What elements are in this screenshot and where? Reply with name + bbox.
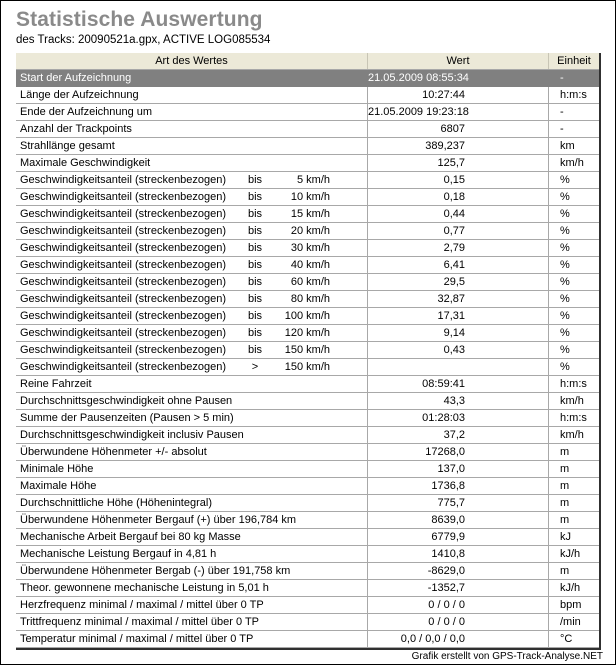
row-unit: h:m:s <box>560 89 587 101</box>
speed-operator: > <box>251 361 259 373</box>
table-row[interactable] <box>16 478 599 495</box>
speed-limit: 60 km/h <box>290 276 330 288</box>
table-row[interactable] <box>16 427 599 444</box>
row-label: Trittfrequenz minimal / maximal / mittel über 0 TP <box>16 614 368 630</box>
row-label: Summe der Pausenzeiten (Pausen > 5 min) <box>16 410 368 426</box>
table-row[interactable] <box>16 155 599 172</box>
row-label <box>16 240 368 256</box>
row-unit: - <box>560 123 564 135</box>
row-label: Strahllänge gesamt <box>16 138 368 154</box>
row-unit: m <box>560 565 570 577</box>
speed-operator: bis <box>247 242 263 254</box>
row-label <box>16 257 368 273</box>
column-header-value[interactable]: Wert <box>368 53 549 69</box>
row-value: 389,237 <box>368 138 549 154</box>
table-row[interactable] <box>16 614 599 631</box>
table-row[interactable] <box>16 631 599 648</box>
row-unit: % <box>560 361 570 373</box>
speed-limit: 120 km/h <box>284 327 330 339</box>
row-value: 17268,0 <box>368 444 549 460</box>
table-row[interactable] <box>16 257 599 274</box>
table-row[interactable] <box>16 597 599 614</box>
table-row[interactable] <box>16 291 599 308</box>
table-row[interactable] <box>16 87 599 104</box>
row-label: Mechanische Arbeit Bergauf bei 80 kg Masse <box>16 529 368 545</box>
row-value: 2,79 <box>368 240 549 256</box>
table-row[interactable] <box>16 512 599 529</box>
row-value: 1410,8 <box>368 546 549 562</box>
row-label: Durchschnittsgeschwindigkeit inclusiv Pausen <box>16 427 368 443</box>
table-row[interactable] <box>16 376 599 393</box>
credit-footer: Grafik erstellt von GPS-Track-Analyse.NET <box>411 651 603 662</box>
row-label: Maximale Geschwindigkeit <box>16 155 368 171</box>
row-label: Mechanische Leistung Bergauf in 4,81 h <box>16 546 368 562</box>
speed-operator: bis <box>247 344 263 356</box>
row-value: 8639,0 <box>368 512 549 528</box>
row-label: Theor. gewonnene mechanische Leistung in 5,01 h <box>16 580 368 596</box>
row-label <box>16 172 368 188</box>
row-label <box>16 291 368 307</box>
row-value: 137,0 <box>368 461 549 477</box>
row-value: 29,5 <box>368 274 549 290</box>
table-row[interactable] <box>16 138 599 155</box>
table-row[interactable] <box>16 308 599 325</box>
table-row[interactable] <box>16 189 599 206</box>
row-unit: % <box>560 344 570 356</box>
row-label-text: Geschwindigkeitsanteil (streckenbezogen) <box>20 191 227 203</box>
speed-operator: bis <box>247 174 263 186</box>
speed-limit: 100 km/h <box>284 310 330 322</box>
row-value: 0,77 <box>368 223 549 239</box>
row-label <box>16 359 368 375</box>
row-unit: - <box>560 72 564 84</box>
row-label: Anzahl der Trackpoints <box>16 121 368 137</box>
table-row[interactable] <box>16 240 599 257</box>
row-label <box>16 325 368 341</box>
speed-operator: bis <box>247 327 263 339</box>
table-row[interactable] <box>16 563 599 580</box>
row-unit: m <box>560 463 570 475</box>
row-value: 0 / 0 / 0 <box>368 614 549 630</box>
speed-limit: 40 km/h <box>290 259 330 271</box>
column-header-unit[interactable]: Einheit <box>557 55 591 67</box>
row-unit: km/h <box>560 157 584 169</box>
row-label-text: Geschwindigkeitsanteil (streckenbezogen) <box>20 327 227 339</box>
row-label: Reine Fahrzeit <box>16 376 368 392</box>
row-unit: % <box>560 276 570 288</box>
speed-operator: bis <box>247 208 263 220</box>
table-row[interactable] <box>16 70 599 87</box>
row-unit: bpm <box>560 599 582 611</box>
row-label-text: Geschwindigkeitsanteil (streckenbezogen) <box>20 276 227 288</box>
row-label-text: Geschwindigkeitsanteil (streckenbezogen) <box>20 344 227 356</box>
row-unit: m <box>560 480 570 492</box>
row-unit: °C <box>560 633 573 645</box>
row-label: Länge der Aufzeichnung <box>16 87 368 103</box>
row-label: Minimale Höhe <box>16 461 368 477</box>
row-value: 0,43 <box>368 342 549 358</box>
row-label-text: Geschwindigkeitsanteil (streckenbezogen) <box>20 174 227 186</box>
row-value: 1736,8 <box>368 478 549 494</box>
row-unit: - <box>560 106 564 118</box>
row-unit: m <box>560 446 570 458</box>
row-label <box>16 223 368 239</box>
row-value: 17,31 <box>368 308 549 324</box>
row-label: Durchschnittsgeschwindigkeit ohne Pausen <box>16 393 368 409</box>
row-unit: h:m:s <box>560 378 587 390</box>
row-label <box>16 189 368 205</box>
row-unit: % <box>560 225 570 237</box>
speed-operator: bis <box>247 259 263 271</box>
row-unit: kJ <box>560 531 571 543</box>
row-value: 9,14 <box>368 325 549 341</box>
row-label <box>16 342 368 358</box>
row-label-text: Geschwindigkeitsanteil (streckenbezogen) <box>20 225 227 237</box>
row-unit: % <box>560 293 570 305</box>
speed-operator: bis <box>247 310 263 322</box>
row-unit: kJ/h <box>560 548 581 560</box>
row-unit: % <box>560 327 570 339</box>
table-row[interactable] <box>16 444 599 461</box>
row-value: 08:59:41 <box>368 376 549 392</box>
table-row[interactable] <box>16 121 599 138</box>
row-label <box>16 308 368 324</box>
speed-limit: 150 km/h <box>284 361 330 373</box>
table-row[interactable] <box>16 206 599 223</box>
row-label <box>16 206 368 222</box>
row-unit: h:m:s <box>560 412 587 424</box>
row-label: Maximale Höhe <box>16 478 368 494</box>
row-value: 0,0 / 0,0 / 0,0 <box>368 631 549 647</box>
row-value: 21.05.2009 19:23:18 <box>368 104 549 120</box>
row-label: Temperatur minimal / maximal / mittel über 0 TP <box>16 631 368 647</box>
table-row[interactable] <box>16 546 599 563</box>
row-unit: m <box>560 497 570 509</box>
row-value: 43,3 <box>368 393 549 409</box>
table-row[interactable] <box>16 393 599 410</box>
row-value <box>368 359 549 375</box>
row-label: Ende der Aufzeichnung um <box>16 104 368 120</box>
row-unit: % <box>560 174 570 186</box>
row-label: Herzfrequenz minimal / maximal / mittel über 0 TP <box>16 597 368 613</box>
row-value: 21.05.2009 08:55:34 <box>368 70 549 86</box>
row-label-text: Geschwindigkeitsanteil (streckenbezogen) <box>20 208 227 220</box>
row-unit: % <box>560 310 570 322</box>
row-label: Start der Aufzeichnung <box>16 70 368 86</box>
row-value: 01:28:03 <box>368 410 549 426</box>
row-unit: kJ/h <box>560 582 581 594</box>
table-row[interactable] <box>16 342 599 359</box>
row-value: 0,44 <box>368 206 549 222</box>
row-unit: % <box>560 259 570 271</box>
row-value: -8629,0 <box>368 563 549 579</box>
row-unit: % <box>560 208 570 220</box>
row-label-text: Geschwindigkeitsanteil (streckenbezogen) <box>20 242 227 254</box>
row-label <box>16 274 368 290</box>
speed-operator: bis <box>247 276 263 288</box>
table-row[interactable] <box>16 274 599 291</box>
row-label: Überwundene Höhenmeter Bergab (-) über 191,758 km <box>16 563 368 579</box>
row-value: 6807 <box>368 121 549 137</box>
speed-operator: bis <box>247 225 263 237</box>
row-label-text: Geschwindigkeitsanteil (streckenbezogen) <box>20 310 227 322</box>
speed-limit: 15 km/h <box>290 208 330 220</box>
row-unit: km/h <box>560 395 584 407</box>
statistics-table <box>16 53 601 650</box>
speed-limit: 10 km/h <box>290 191 330 203</box>
row-value: 10:27:44 <box>368 87 549 103</box>
row-unit: % <box>560 242 570 254</box>
row-label-text: Geschwindigkeitsanteil (streckenbezogen) <box>20 259 227 271</box>
row-value: 0,15 <box>368 172 549 188</box>
speed-operator: bis <box>247 191 263 203</box>
row-value: 0,18 <box>368 189 549 205</box>
row-value: 6,41 <box>368 257 549 273</box>
table-row[interactable] <box>16 325 599 342</box>
row-label: Überwundene Höhenmeter +/- absolut <box>16 444 368 460</box>
row-value: -1352,7 <box>368 580 549 596</box>
speed-limit: 5 km/h <box>296 174 330 186</box>
table-row[interactable] <box>16 410 599 427</box>
table-header-row <box>16 53 599 70</box>
row-label-text: Geschwindigkeitsanteil (streckenbezogen) <box>20 361 227 373</box>
table-row[interactable] <box>16 580 599 597</box>
table-body <box>16 70 599 648</box>
row-unit: /min <box>560 616 581 628</box>
table-row[interactable] <box>16 461 599 478</box>
speed-limit: 20 km/h <box>290 225 330 237</box>
table-row[interactable] <box>16 529 599 546</box>
row-value: 125,7 <box>368 155 549 171</box>
table-row[interactable] <box>16 495 599 512</box>
row-label-text: Geschwindigkeitsanteil (streckenbezogen) <box>20 293 227 305</box>
table-row[interactable] <box>16 172 599 189</box>
table-row[interactable] <box>16 359 599 376</box>
table-row[interactable] <box>16 104 599 121</box>
row-value: 775,7 <box>368 495 549 511</box>
speed-limit: 80 km/h <box>290 293 330 305</box>
row-value: 37,2 <box>368 427 549 443</box>
row-unit: % <box>560 191 570 203</box>
row-value: 32,87 <box>368 291 549 307</box>
track-subtitle: des Tracks: 20090521a.gpx, ACTIVE LOG085534 <box>16 34 271 46</box>
row-label: Durchschnittliche Höhe (Höhenintegral) <box>16 495 368 511</box>
row-unit: km <box>560 140 575 152</box>
speed-limit: 150 km/h <box>284 344 330 356</box>
column-header-type[interactable]: Art des Wertes <box>16 53 368 69</box>
table-row[interactable] <box>16 223 599 240</box>
row-label: Überwundene Höhenmeter Bergauf (+) über 196,784 km <box>16 512 368 528</box>
row-unit: m <box>560 514 570 526</box>
row-value: 6779,9 <box>368 529 549 545</box>
page-title: Statistische Auswertung <box>16 8 263 31</box>
speed-limit: 30 km/h <box>290 242 330 254</box>
speed-operator: bis <box>247 293 263 305</box>
row-unit: km/h <box>560 429 584 441</box>
row-value: 0 / 0 / 0 <box>368 597 549 613</box>
